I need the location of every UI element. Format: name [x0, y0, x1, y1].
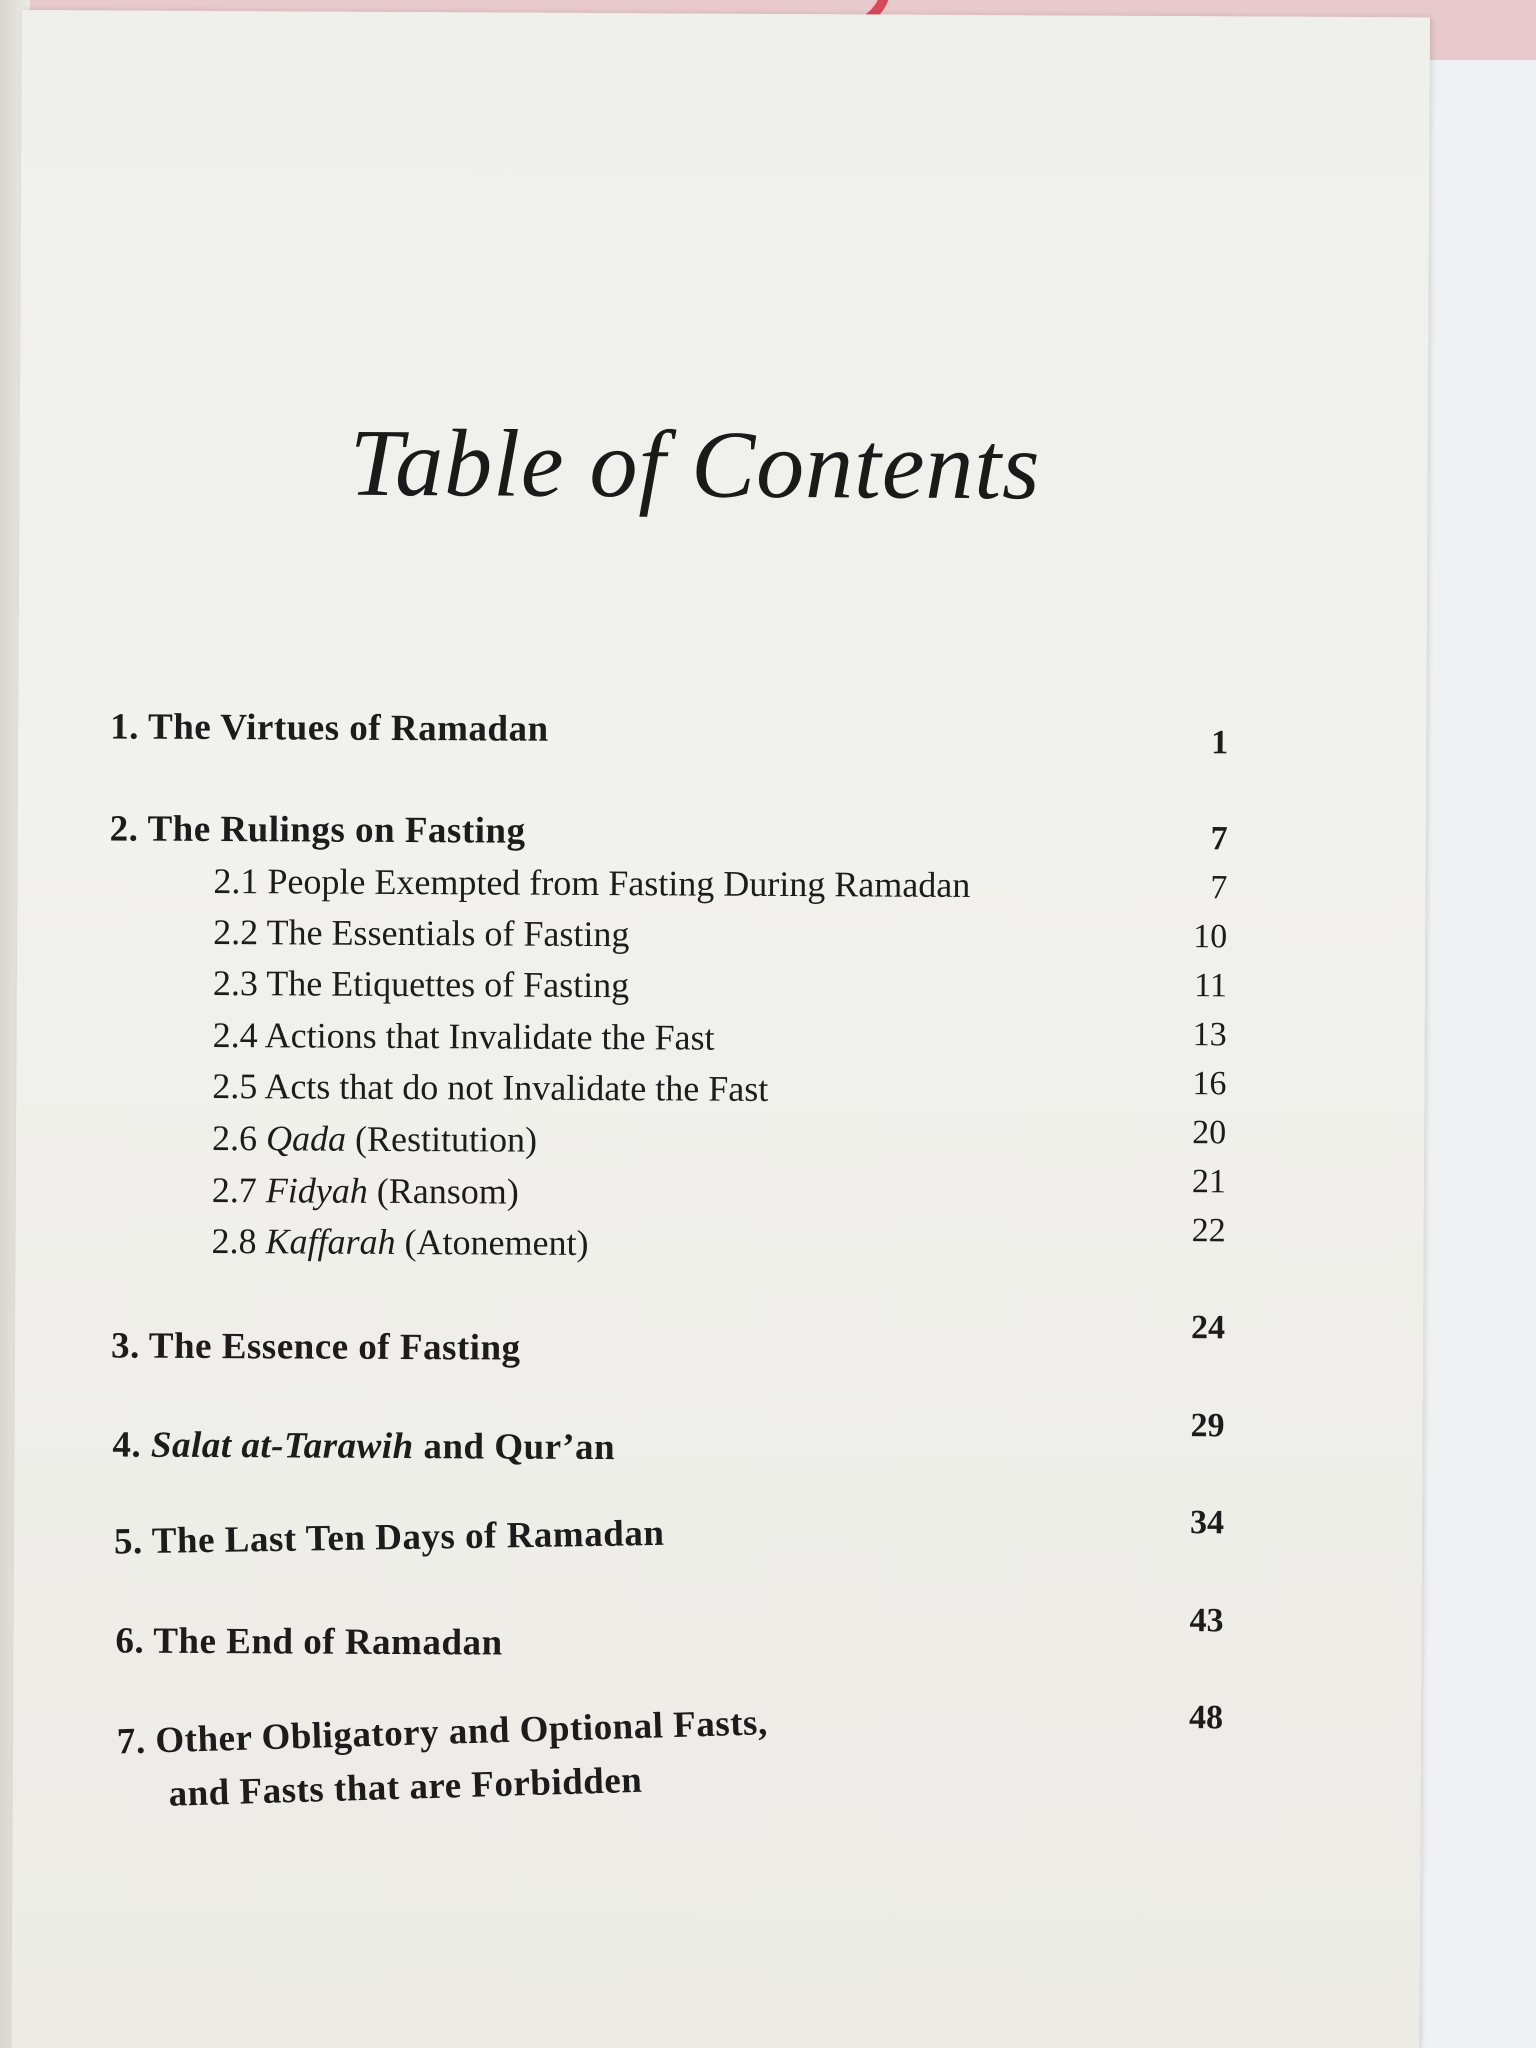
chapter-page-number: 24	[1191, 1309, 1226, 1347]
section-number: 2.1	[213, 861, 259, 902]
section-label: People Exempted from Fasting During Ramadan	[267, 861, 971, 905]
chapter-label: The Rulings on Fasting	[147, 808, 526, 852]
chapter-page-number: 7	[1210, 820, 1228, 858]
toc-section-2-7	[212, 1169, 519, 1213]
chapter-page-number: 1	[1211, 724, 1229, 762]
toc-chapter-6	[115, 1620, 502, 1665]
book-page	[11, 10, 1430, 2048]
toc-chapter-7-continued	[168, 1759, 643, 1816]
section-number: 2.4	[212, 1015, 258, 1056]
toc-chapter-1	[110, 705, 549, 750]
toc-section-2-1	[213, 860, 970, 906]
section-number: 2.6	[211, 1118, 258, 1159]
section-page-number: 10	[1193, 918, 1228, 956]
section-number: 2.2	[213, 912, 259, 953]
chapter-number: 6.	[115, 1620, 145, 1662]
chapter-label: The End of Ramadan	[153, 1620, 503, 1664]
chapter-number: 7.	[116, 1720, 147, 1763]
section-label-rest: (Restitution)	[345, 1118, 538, 1160]
toc-section-2-8	[211, 1220, 588, 1264]
toc-section-2-4	[213, 1014, 715, 1059]
chapter-page-number: 34	[1189, 1504, 1225, 1542]
toc-chapter-4	[112, 1423, 615, 1469]
chapter-number: 3.	[110, 1325, 140, 1367]
chapter-page-number: 29	[1190, 1407, 1225, 1445]
toc-section-2-6	[212, 1117, 537, 1161]
toc-section-2-3	[213, 962, 630, 1006]
section-number: 2.7	[211, 1170, 257, 1211]
chapter-number: 4.	[112, 1424, 142, 1466]
chapter-label-line2: and Fasts that are Forbidden	[168, 1759, 643, 1815]
section-page-number: 11	[1194, 967, 1228, 1005]
chapter-number: 1.	[110, 706, 140, 748]
section-page-number: 16	[1192, 1065, 1227, 1103]
chapter-number: 2.	[109, 808, 139, 850]
background-white-surface	[1420, 60, 1536, 2048]
chapter-label-rest: and Qur’an	[413, 1426, 616, 1469]
section-page-number: 21	[1191, 1163, 1226, 1201]
toc-chapter-7	[116, 1701, 768, 1763]
section-page-number: 20	[1192, 1114, 1227, 1152]
section-number: 2.8	[211, 1221, 257, 1262]
page-title: Table of Contents	[349, 408, 1041, 520]
chapter-label: The Virtues of Ramadan	[147, 706, 549, 750]
toc-chapter-5	[114, 1512, 665, 1564]
section-label: Actions that Invalidate the Fast	[264, 1015, 715, 1058]
chapter-label-line1: Other Obligatory and Optional Fasts,	[154, 1702, 769, 1762]
chapter-label-italic: Salat at-Tarawih	[150, 1424, 414, 1468]
chapter-label: The Last Ten Days of Ramadan	[151, 1512, 665, 1562]
section-label-italic: Kaffarah	[265, 1221, 396, 1262]
section-number: 2.5	[212, 1066, 258, 1107]
section-label: Acts that do not Invalidate the Fast	[264, 1066, 769, 1109]
chapter-page-number: 43	[1189, 1602, 1224, 1640]
toc-chapter-3	[111, 1324, 521, 1369]
section-label: The Etiquettes of Fasting	[266, 963, 630, 1006]
section-label-italic: Qada	[265, 1118, 347, 1159]
chapter-number: 5.	[113, 1521, 144, 1563]
toc-section-2-5	[212, 1065, 768, 1110]
section-number: 2.3	[212, 963, 259, 1004]
toc-chapter-2	[110, 807, 526, 852]
toc-section-2-2	[213, 911, 630, 955]
section-label: The Essentials of Fasting	[266, 912, 630, 955]
section-page-number: 22	[1191, 1212, 1226, 1250]
chapter-page-number: 48	[1188, 1699, 1224, 1737]
section-page-number: 7	[1210, 869, 1228, 907]
section-label-italic: Fidyah	[265, 1170, 368, 1211]
section-label-rest: (Atonement)	[395, 1221, 589, 1263]
section-label-rest: (Ransom)	[367, 1170, 519, 1212]
section-page-number: 13	[1192, 1016, 1227, 1054]
chapter-label: The Essence of Fasting	[148, 1325, 521, 1369]
